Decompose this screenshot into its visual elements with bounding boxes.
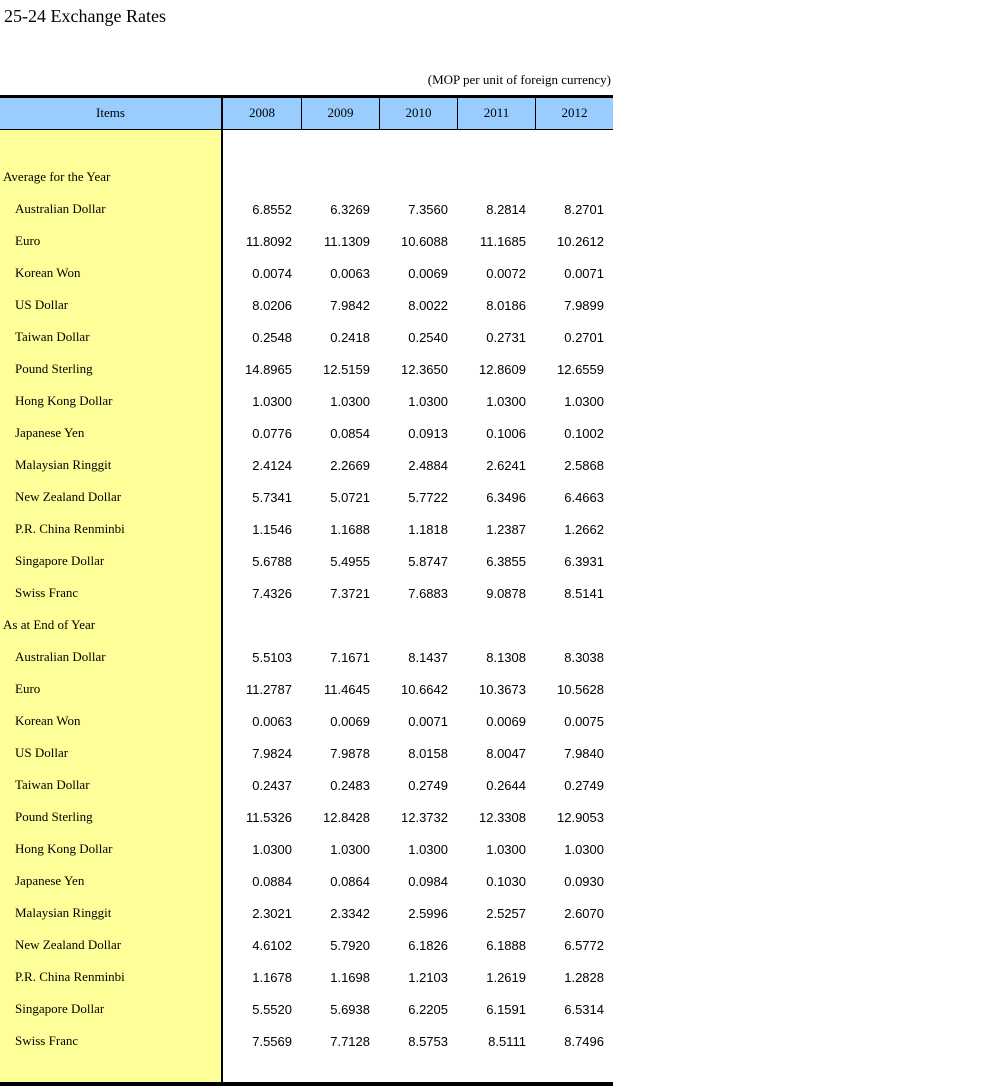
table-row (0, 321, 613, 353)
rate-value: 2.5996 (408, 905, 448, 921)
table-row (0, 385, 613, 417)
row-label: Pound Sterling (15, 809, 93, 824)
rate-value: 10.2612 (557, 233, 604, 249)
section-row (0, 161, 613, 193)
column-header-2008: 2008 (249, 105, 275, 120)
rate-value: 5.7341 (252, 489, 292, 505)
table-row (0, 929, 613, 961)
table-row (0, 801, 613, 833)
rate-value: 8.0022 (408, 297, 448, 313)
table-row (0, 289, 613, 321)
exchange-rates-table (0, 95, 613, 1086)
rate-value: 5.5520 (252, 1001, 292, 1017)
rate-value: 1.2828 (564, 969, 604, 985)
rate-value: 0.2548 (252, 329, 292, 345)
rate-value: 1.2103 (408, 969, 448, 985)
rate-value: 11.8092 (245, 233, 292, 249)
table-row (0, 641, 613, 673)
table-header-row (0, 98, 613, 130)
row-label: Japanese Yen (15, 873, 85, 888)
row-label: Malaysian Ringgit (15, 905, 112, 920)
rate-value: 0.1002 (564, 425, 604, 441)
rate-value: 1.0300 (330, 841, 370, 857)
rate-value: 0.2483 (330, 777, 370, 793)
rate-value: 1.0300 (252, 841, 292, 857)
rate-value: 6.1826 (408, 937, 448, 953)
rate-value: 5.7920 (330, 937, 370, 953)
rate-value: 11.4645 (323, 681, 370, 697)
rate-value: 9.0878 (486, 585, 526, 601)
rate-value: 7.1671 (330, 649, 370, 665)
rate-value: 12.8428 (323, 809, 370, 825)
rate-value: 0.0069 (408, 265, 448, 281)
rate-value: 2.3342 (330, 905, 370, 921)
rate-value: 1.0300 (486, 841, 526, 857)
rate-value: 5.6788 (252, 553, 292, 569)
rate-value: 0.0063 (252, 713, 292, 729)
row-label: Hong Kong Dollar (15, 841, 113, 856)
rate-value: 7.9842 (330, 297, 370, 313)
column-header-2010: 2010 (379, 98, 457, 129)
rate-value: 1.1698 (330, 969, 370, 985)
rate-value: 12.3308 (479, 809, 526, 825)
table-row (0, 993, 613, 1025)
rate-value: 0.2731 (486, 329, 526, 345)
table-row (0, 417, 613, 449)
rate-value: 0.2418 (330, 329, 370, 345)
table-row (0, 513, 613, 545)
column-header-2011: 2011 (457, 98, 535, 129)
table-row (0, 545, 613, 577)
column-header-2009: 2009 (301, 98, 379, 129)
rate-value: 1.0300 (408, 841, 448, 857)
rate-value: 7.9840 (564, 745, 604, 761)
table-row (0, 449, 613, 481)
rate-value: 6.5314 (564, 1001, 604, 1017)
row-label: Euro (15, 233, 41, 248)
rate-value: 11.5326 (245, 809, 292, 825)
rate-value: 12.3650 (401, 361, 448, 377)
table-row (0, 961, 613, 993)
row-label: US Dollar (15, 745, 69, 760)
rate-value: 7.9878 (330, 745, 370, 761)
table-row (0, 769, 613, 801)
rate-value: 4.6102 (252, 937, 292, 953)
rate-value: 6.8552 (252, 201, 292, 217)
rate-value: 7.9899 (564, 297, 604, 313)
rate-value: 0.0884 (252, 873, 292, 889)
row-label: Japanese Yen (15, 425, 85, 440)
rate-value: 0.2540 (408, 329, 448, 345)
rate-value: 1.0300 (564, 841, 604, 857)
rate-value: 12.3732 (401, 809, 448, 825)
rate-value: 11.1309 (323, 233, 370, 249)
row-label: Swiss Franc (15, 1033, 79, 1048)
rate-value: 5.8747 (408, 553, 448, 569)
column-header-2012: 2012 (535, 98, 613, 129)
rate-value: 0.1030 (486, 873, 526, 889)
rate-value: 8.0186 (486, 297, 526, 313)
rate-value: 1.0300 (564, 393, 604, 409)
rate-value: 1.0300 (330, 393, 370, 409)
rate-value: 0.0776 (252, 425, 292, 441)
row-label: Singapore Dollar (15, 1001, 105, 1016)
rate-value: 6.3496 (486, 489, 526, 505)
table-row (0, 353, 613, 385)
rate-value: 2.4884 (408, 457, 448, 473)
table-row (0, 577, 613, 609)
row-label: Australian Dollar (15, 201, 106, 216)
rate-value: 1.2619 (486, 969, 526, 985)
rate-value: 10.3673 (479, 681, 526, 697)
table-body (0, 130, 613, 1082)
row-label: Singapore Dollar (15, 553, 105, 568)
row-label: Euro (15, 681, 41, 696)
section-label: As at End of Year (3, 617, 96, 632)
rate-value: 2.5868 (564, 457, 604, 473)
unit-note: (MOP per unit of foreign currency) (427, 72, 611, 87)
rate-value: 5.7722 (408, 489, 448, 505)
rate-value: 6.3931 (564, 553, 604, 569)
rate-value: 0.2701 (564, 329, 604, 345)
rate-value: 12.5159 (323, 361, 370, 377)
rate-value: 0.0074 (252, 265, 292, 281)
rate-value: 8.5753 (408, 1033, 448, 1049)
rate-value: 6.1888 (486, 937, 526, 953)
rate-value: 1.1688 (330, 521, 370, 537)
rate-value: 6.1591 (486, 1001, 526, 1017)
rate-value: 0.0864 (330, 873, 370, 889)
row-label: P.R. China Renminbi (15, 969, 125, 984)
rate-value: 1.2387 (486, 521, 526, 537)
rate-value: 0.0984 (408, 873, 448, 889)
rate-value: 8.3038 (564, 649, 604, 665)
rate-value: 8.1308 (486, 649, 526, 665)
rate-value: 6.5772 (564, 937, 604, 953)
table-row (0, 481, 613, 513)
column-header-items: Items (0, 98, 223, 129)
rate-value: 12.8609 (479, 361, 526, 377)
row-label: Australian Dollar (15, 649, 106, 664)
rate-value: 8.2701 (564, 201, 604, 217)
rate-value: 0.0913 (408, 425, 448, 441)
rate-value: 10.6088 (401, 233, 448, 249)
row-label: Taiwan Dollar (15, 777, 90, 792)
rate-value: 1.1678 (252, 969, 292, 985)
rate-value: 12.6559 (557, 361, 604, 377)
rate-value: 5.6938 (330, 1001, 370, 1017)
rate-value: 0.0063 (330, 265, 370, 281)
rate-value: 5.5103 (252, 649, 292, 665)
row-label: Swiss Franc (15, 585, 79, 600)
section-label: Average for the Year (3, 169, 111, 184)
table-row (0, 257, 613, 289)
rate-value: 2.5257 (486, 905, 526, 921)
rate-value: 0.0854 (330, 425, 370, 441)
section-row (0, 609, 613, 641)
rate-value: 0.0072 (486, 265, 526, 281)
rate-value: 7.5569 (252, 1033, 292, 1049)
rate-value: 1.0300 (486, 393, 526, 409)
row-label: US Dollar (15, 297, 69, 312)
rate-value: 2.2669 (330, 457, 370, 473)
rate-value: 1.1546 (252, 521, 292, 537)
rate-value: 1.0300 (408, 393, 448, 409)
rate-value: 8.0206 (252, 297, 292, 313)
rate-value: 7.7128 (330, 1033, 370, 1049)
rate-value: 1.1818 (408, 521, 448, 537)
header-gap (0, 130, 613, 161)
rate-value: 0.0069 (486, 713, 526, 729)
table-row (0, 1025, 613, 1057)
row-label: Malaysian Ringgit (15, 457, 112, 472)
rate-value: 6.4663 (564, 489, 604, 505)
rate-value: 0.1006 (486, 425, 526, 441)
rate-value: 0.2749 (408, 777, 448, 793)
rate-value: 1.2662 (564, 521, 604, 537)
rate-value: 0.0069 (330, 713, 370, 729)
row-label: P.R. China Renminbi (15, 521, 125, 536)
rate-value: 0.2749 (564, 777, 604, 793)
rate-value: 7.3560 (408, 201, 448, 217)
rate-value: 8.0158 (408, 745, 448, 761)
rate-value: 6.2205 (408, 1001, 448, 1017)
rate-value: 5.0721 (330, 489, 370, 505)
rate-value: 0.0071 (564, 265, 604, 281)
rate-value: 0.2644 (486, 777, 526, 793)
rate-value: 10.6642 (401, 681, 448, 697)
rate-value: 6.3269 (330, 201, 370, 217)
rate-value: 14.8965 (245, 361, 292, 377)
table-row (0, 833, 613, 865)
rate-value: 2.4124 (252, 457, 292, 473)
rate-value: 0.0075 (564, 713, 604, 729)
row-label: Taiwan Dollar (15, 329, 90, 344)
table-row (0, 897, 613, 929)
rate-value: 7.4326 (252, 585, 292, 601)
rate-value: 11.1685 (479, 233, 526, 249)
row-label: New Zealand Dollar (15, 937, 122, 952)
rate-value: 8.5141 (564, 585, 604, 601)
rate-value: 2.6241 (486, 457, 526, 473)
rate-value: 8.7496 (564, 1033, 604, 1049)
table-row (0, 225, 613, 257)
rate-value: 7.9824 (252, 745, 292, 761)
table-row (0, 865, 613, 897)
rate-value: 11.2787 (245, 681, 292, 697)
table-row (0, 737, 613, 769)
page-title: 25-24 Exchange Rates (4, 6, 166, 26)
table-row (0, 193, 613, 225)
row-label: New Zealand Dollar (15, 489, 122, 504)
rate-value: 5.4955 (330, 553, 370, 569)
rate-value: 8.1437 (408, 649, 448, 665)
rate-value: 7.3721 (330, 585, 370, 601)
table-row (0, 673, 613, 705)
row-label: Hong Kong Dollar (15, 393, 113, 408)
rate-value: 0.0071 (408, 713, 448, 729)
rate-value: 12.9053 (557, 809, 604, 825)
rate-value: 8.0047 (486, 745, 526, 761)
rate-value: 0.2437 (252, 777, 292, 793)
rate-value: 8.2814 (486, 201, 526, 217)
rate-value: 10.5628 (557, 681, 604, 697)
rate-value: 8.5111 (488, 1033, 526, 1049)
row-label: Pound Sterling (15, 361, 93, 376)
rate-value: 1.0300 (252, 393, 292, 409)
rate-value: 7.6883 (408, 585, 448, 601)
rate-value: 2.6070 (564, 905, 604, 921)
row-label: Korean Won (15, 713, 81, 728)
rate-value: 2.3021 (252, 905, 292, 921)
row-label: Korean Won (15, 265, 81, 280)
rate-value: 0.0930 (564, 873, 604, 889)
rate-value: 6.3855 (486, 553, 526, 569)
table-row (0, 705, 613, 737)
